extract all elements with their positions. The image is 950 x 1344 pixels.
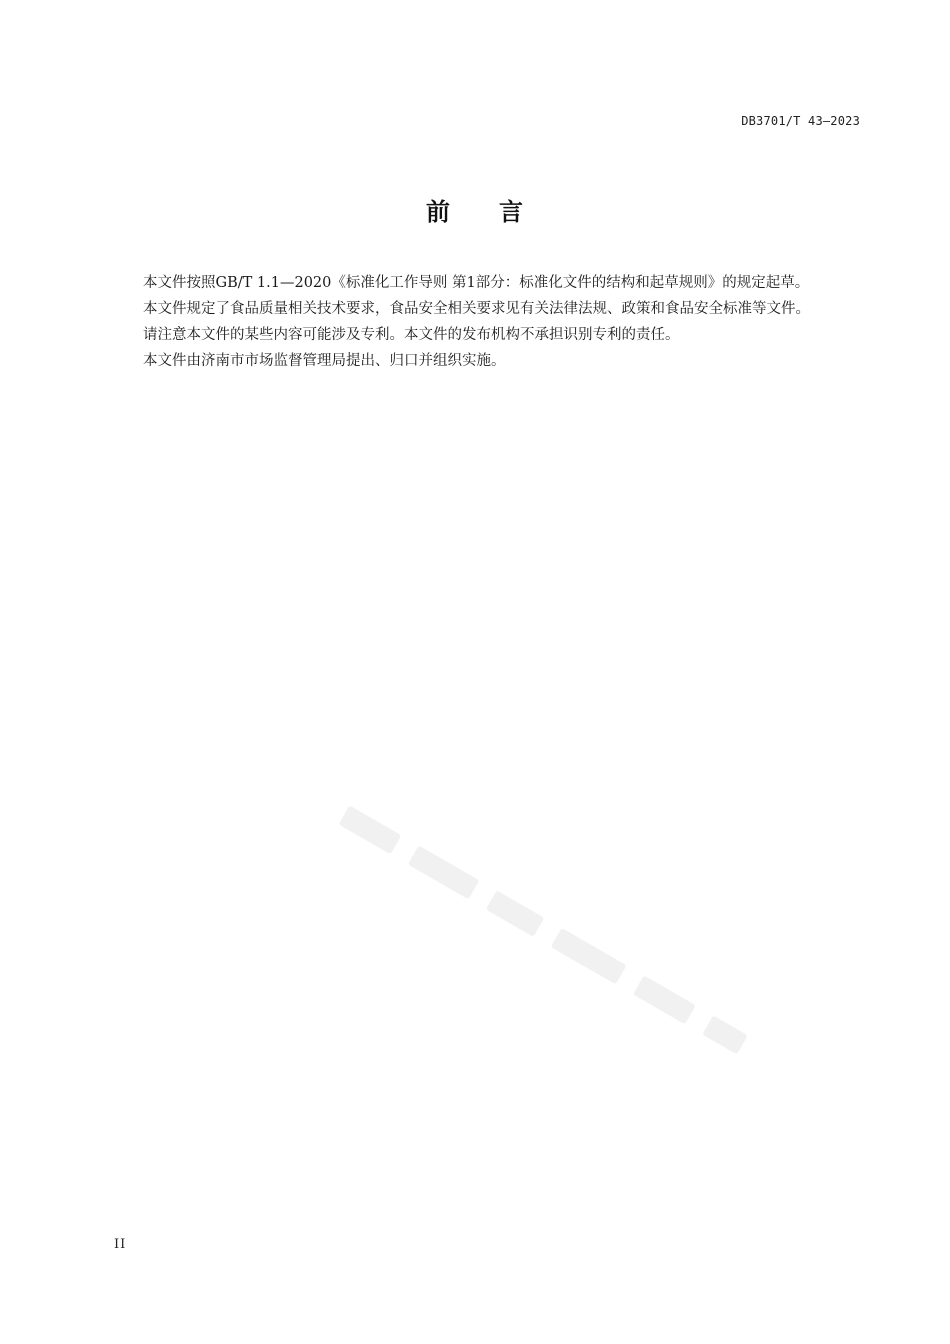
preface-body [114,270,860,374]
document-code: DB3701/T 43—2023 [741,114,860,128]
paragraph: 本文件由济南市市场监督管理局提出、归口并组织实施。 [143,353,506,369]
page-title [0,192,950,227]
paragraph: 请注意本文件的某些内容可能涉及专利。本文件的发布机构不承担识别专利的责任。 [143,327,680,343]
watermark [270,790,770,1110]
paragraph: 本文件按照GB/T 1.1—2020《标准化工作导则 第1部分：标准化文件的结构和起草规则》的规定起草。 [143,275,810,291]
title-char-1: 前 [426,198,451,226]
paragraph: 本文件规定了食品质量相关技术要求，食品安全相关要求见有关法律法规、政策和食品安全标准等文件。 [143,301,810,317]
title-char-2: 言 [499,198,524,226]
page-number: II [114,1237,127,1252]
